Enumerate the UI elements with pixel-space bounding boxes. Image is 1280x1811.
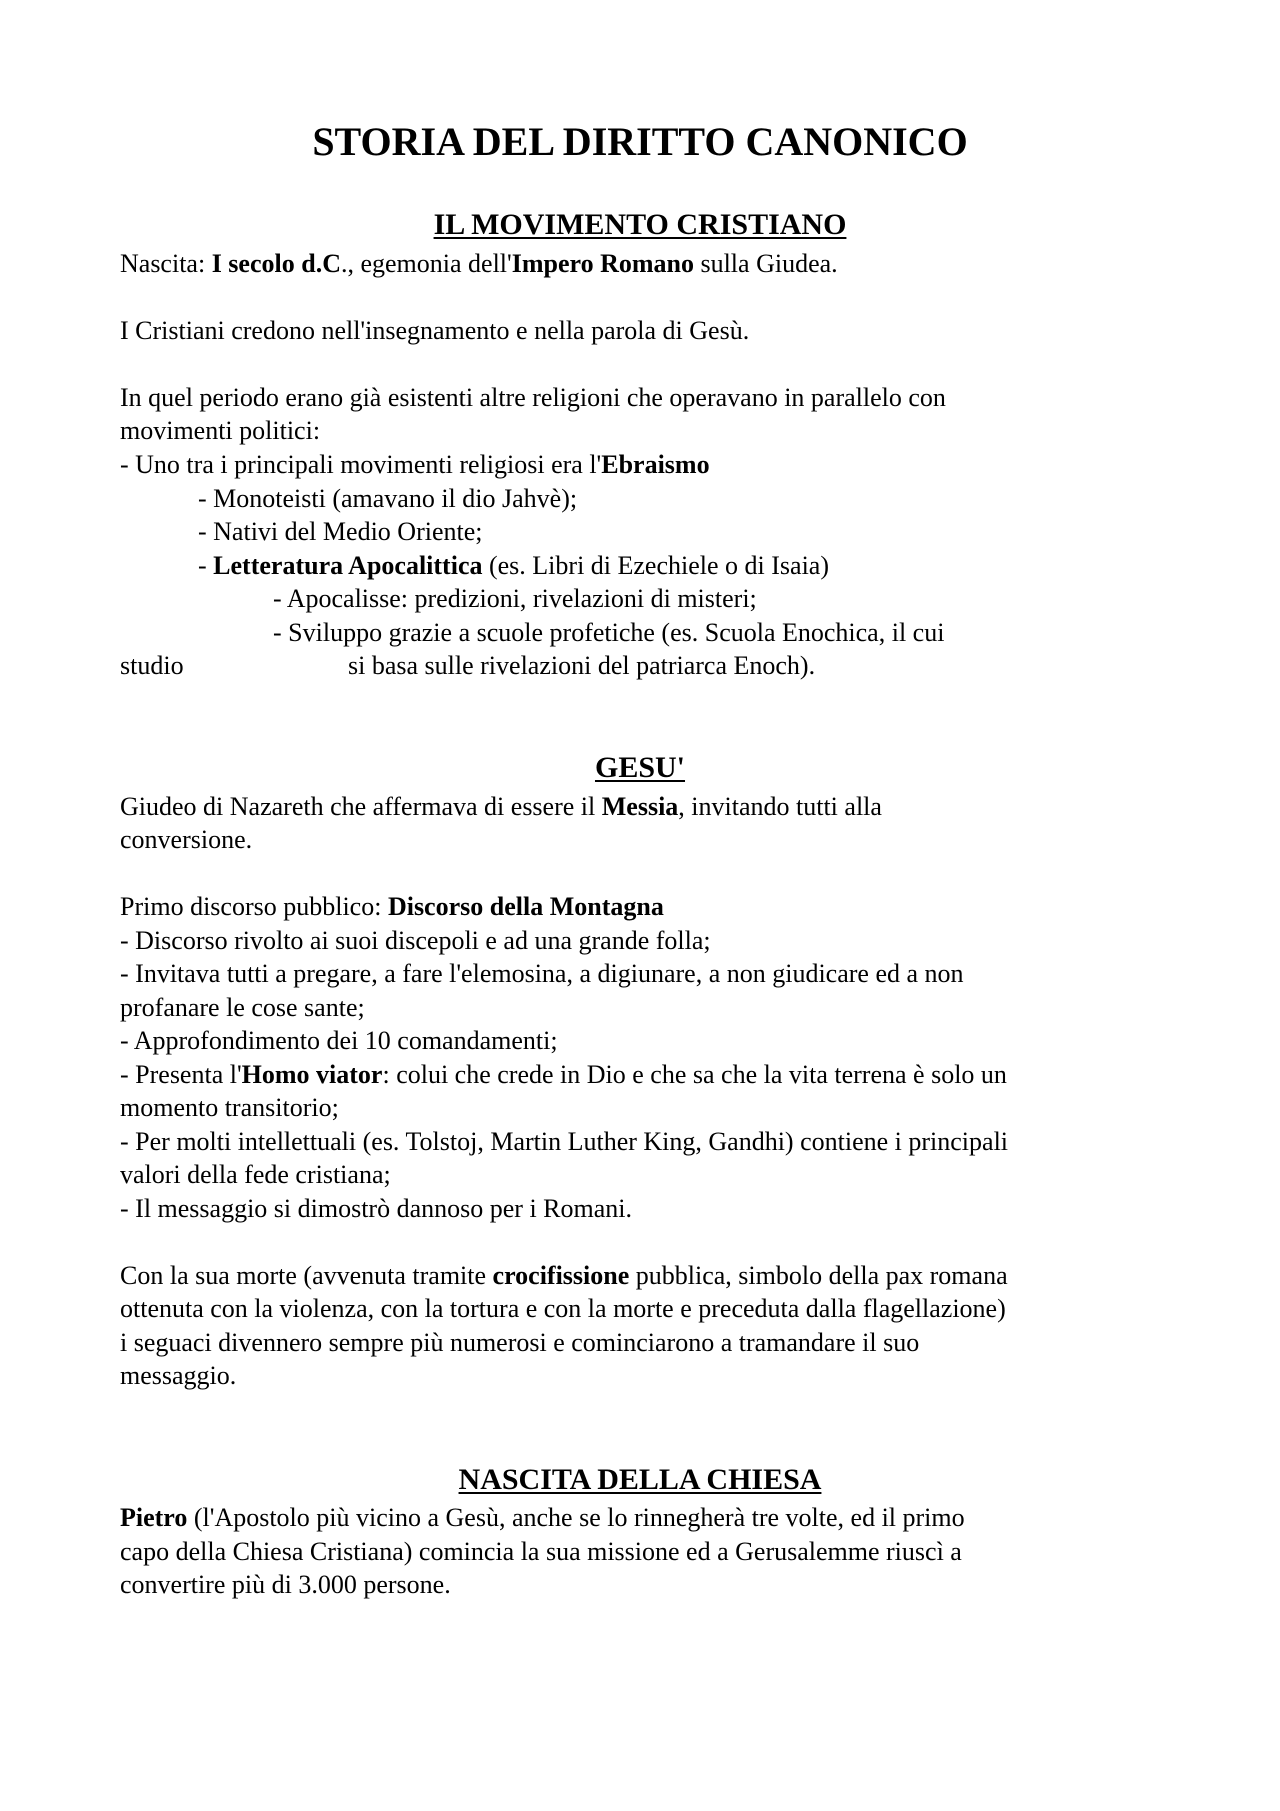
list-item (198, 549, 829, 583)
text-run: - (198, 551, 214, 580)
paragraph-line: movimenti politici: (120, 416, 321, 445)
text-run: (l'Apostolo più vicino a Gesù, anche se lo rinnegherà tre volte, ed il primo (187, 1503, 965, 1532)
text-run: , invitando tutti alla (678, 792, 882, 821)
paragraph-line (120, 1259, 1008, 1293)
text-run: Nascita: (120, 249, 212, 278)
text-run: Primo discorso pubblico: (120, 892, 388, 921)
paragraph-line: I Cristiani credono nell'insegnamento e nella parola di Gesù. (120, 316, 750, 345)
list-item: - Nativi del Medio Oriente; (198, 517, 483, 546)
paragraph-line: capo della Chiesa Cristiana) comincia la sua missione ed a Gerusalemme riuscì a (120, 1537, 962, 1566)
bold-text: crocifissione (492, 1261, 630, 1290)
bold-text: Homo viator (241, 1060, 383, 1089)
list-item: profanare le cose sante; (120, 993, 365, 1022)
text-run: sulla Giudea. (693, 249, 838, 278)
text-run: pubblica, simbolo della pax romana (629, 1261, 1008, 1290)
paragraph-line (120, 1501, 965, 1535)
list-item (120, 448, 710, 482)
paragraph-line: studio (120, 651, 184, 680)
bold-text: Pietro (120, 1503, 188, 1532)
list-item: momento transitorio; (120, 1093, 339, 1122)
document-title: STORIA DEL DIRITTO CANONICO (312, 119, 968, 164)
paragraph-line: convertire più di 3.000 persone. (120, 1570, 451, 1599)
list-item (120, 1058, 1007, 1092)
paragraph-line (120, 247, 838, 281)
bold-text: Messia (601, 792, 679, 821)
text-run: Con la sua morte (avvenuta tramite (120, 1261, 493, 1290)
list-item: - Sviluppo grazie a scuole profetiche (es. Scuola Enochica, il cui (273, 618, 945, 647)
section-heading-chiesa: NASCITA DELLA CHIESA (458, 1463, 822, 1496)
list-item: - Invitava tutti a pregare, a fare l'elemosina, a digiunare, a non giudicare ed a non (120, 959, 964, 988)
text-run: ., egemonia dell' (340, 249, 512, 278)
section-heading-gesu: GESU' (594, 751, 686, 784)
text-run: : colui che crede in Dio e che sa che la vita terrena è solo un (382, 1060, 1007, 1089)
list-item: - Approfondimento dei 10 comandamenti; (120, 1026, 558, 1055)
paragraph-line: In quel periodo erano già esistenti altre religioni che operavano in parallelo con (120, 383, 946, 412)
paragraph-line: si basa sulle rivelazioni del patriarca Enoch). (348, 651, 816, 680)
text-run: Giudeo di Nazareth che affermava di essere il (120, 792, 602, 821)
paragraph-line: messaggio. (120, 1361, 237, 1390)
section-heading-movimento: IL MOVIMENTO CRISTIANO (433, 208, 847, 241)
paragraph-line: ottenuta con la violenza, con la tortura e con la morte e preceduta dalla flagellazione) (120, 1294, 1006, 1323)
list-item: - Discorso rivolto ai suoi discepoli e ad una grande folla; (120, 926, 711, 955)
bold-text: Discorso della Montagna (387, 892, 664, 921)
list-item: - Apocalisse: predizioni, rivelazioni di misteri; (273, 584, 757, 613)
list-item: valori della fede cristiana; (120, 1160, 391, 1189)
list-item: - Il messaggio si dimostrò dannoso per i Romani. (120, 1194, 633, 1223)
text-run: - Uno tra i principali movimenti religiosi era l' (120, 450, 602, 479)
bold-text: I secolo d.C (211, 249, 341, 278)
bold-text: Letteratura Apocalittica (213, 551, 483, 580)
paragraph-line (120, 890, 664, 924)
list-item: - Monoteisti (amavano il dio Jahvè); (198, 484, 578, 513)
bold-text: Impero Romano (511, 249, 694, 278)
paragraph-line: conversione. (120, 825, 253, 854)
paragraph-line: i seguaci divennero sempre più numerosi e cominciarono a tramandare il suo (120, 1328, 920, 1357)
text-run: (es. Libri di Ezechiele o di Isaia) (482, 551, 830, 580)
bold-text: Ebraismo (601, 450, 710, 479)
text-run: - Presenta l' (120, 1060, 242, 1089)
list-item: - Per molti intellettuali (es. Tolstoj, Martin Luther King, Gandhi) contiene i principali (120, 1127, 1009, 1156)
paragraph-line (120, 790, 882, 824)
